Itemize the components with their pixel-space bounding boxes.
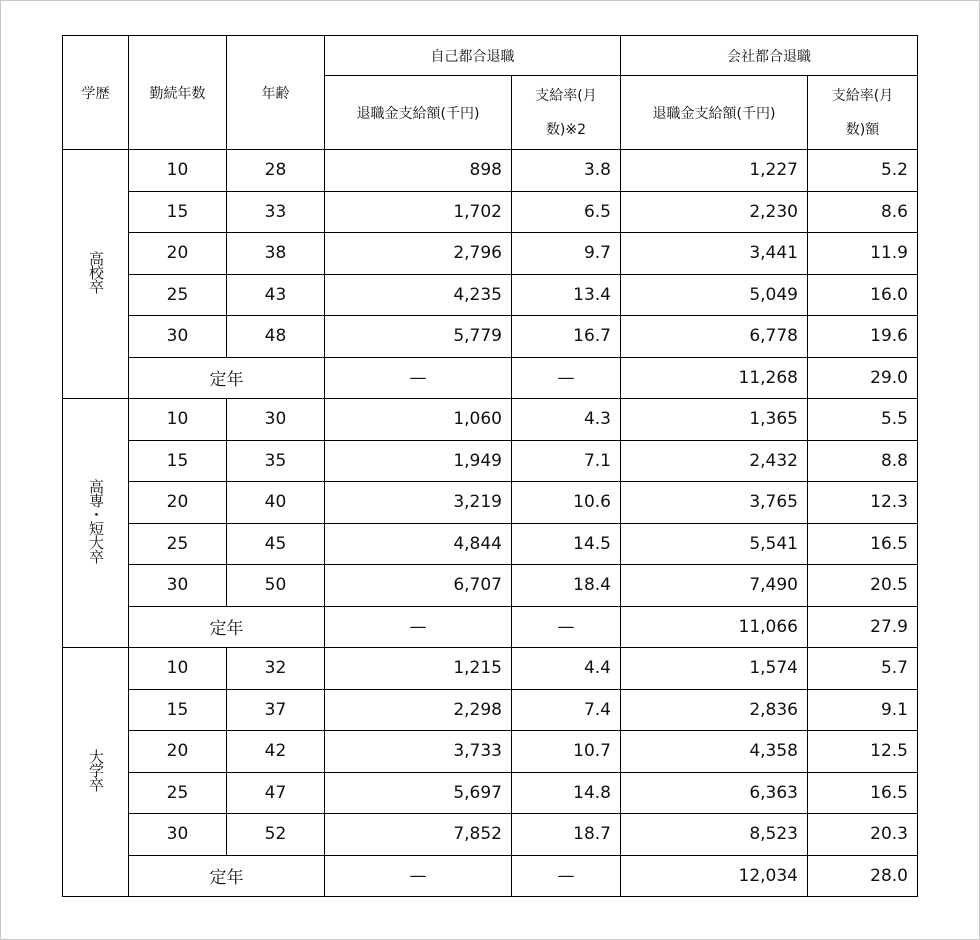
table-row [63, 689, 918, 731]
company-amount-cell: 6,778 [621, 316, 808, 358]
retirement-age-label: 定年 [129, 855, 325, 897]
table-row [63, 731, 918, 773]
voluntary-amount-cell: 1,060 [325, 399, 512, 441]
company-amount-cell: 11,268 [621, 357, 808, 399]
age-cell: 50 [227, 565, 325, 607]
age-cell: 33 [227, 191, 325, 233]
table-row [63, 814, 918, 856]
retirement-age-label: 定年 [129, 357, 325, 399]
company-amount-cell: 2,230 [621, 191, 808, 233]
table-row [63, 648, 918, 690]
table-row [63, 482, 918, 524]
company-rate-cell: 29.0 [808, 357, 918, 399]
header-years-of-service: 勤続年数 [129, 36, 227, 150]
voluntary-rate-cell: 10.7 [512, 731, 621, 773]
age-cell: 45 [227, 523, 325, 565]
header-company-retirement: 会社都合退職 [621, 36, 918, 76]
company-amount-cell: 1,227 [621, 150, 808, 192]
years-cell: 10 [129, 399, 227, 441]
retirement-age-row [63, 855, 918, 897]
age-cell: 32 [227, 648, 325, 690]
years-cell: 20 [129, 731, 227, 773]
voluntary-amount-cell: 3,219 [325, 482, 512, 524]
company-amount-cell: 1,365 [621, 399, 808, 441]
age-cell: 28 [227, 150, 325, 192]
company-amount-cell: 3,441 [621, 233, 808, 275]
voluntary-amount-cell: 5,697 [325, 772, 512, 814]
voluntary-rate-cell: 4.3 [512, 399, 621, 441]
years-cell: 10 [129, 150, 227, 192]
table-row [63, 772, 918, 814]
header-company-rate [808, 76, 918, 150]
company-rate-cell: 16.5 [808, 772, 918, 814]
company-amount-cell: 8,523 [621, 814, 808, 856]
age-cell: 35 [227, 440, 325, 482]
company-amount-cell: 5,541 [621, 523, 808, 565]
voluntary-amount-cell: 1,949 [325, 440, 512, 482]
voluntary-amount-cell: — [325, 357, 512, 399]
age-cell: 38 [227, 233, 325, 275]
voluntary-rate-cell: 18.7 [512, 814, 621, 856]
voluntary-amount-cell: 6,707 [325, 565, 512, 607]
education-group-label [63, 648, 129, 897]
years-cell: 30 [129, 316, 227, 358]
company-rate-cell: 16.5 [808, 523, 918, 565]
voluntary-rate-cell: 6.5 [512, 191, 621, 233]
company-amount-cell: 5,049 [621, 274, 808, 316]
years-cell: 20 [129, 482, 227, 524]
company-rate-cell: 12.3 [808, 482, 918, 524]
company-amount-cell: 7,490 [621, 565, 808, 607]
table-row [63, 274, 918, 316]
retirement-age-row [63, 357, 918, 399]
voluntary-amount-cell: 5,779 [325, 316, 512, 358]
voluntary-rate-cell: — [512, 606, 621, 648]
voluntary-rate-cell: 3.8 [512, 150, 621, 192]
voluntary-rate-cell: 13.4 [512, 274, 621, 316]
voluntary-rate-cell: — [512, 855, 621, 897]
company-rate-cell: 11.9 [808, 233, 918, 275]
education-group-label [63, 399, 129, 648]
header-age: 年齢 [227, 36, 325, 150]
header-voluntary-retirement: 自己都合退職 [325, 36, 621, 76]
voluntary-rate-cell: 16.7 [512, 316, 621, 358]
table-row [63, 316, 918, 358]
company-rate-cell: 5.7 [808, 648, 918, 690]
company-rate-cell: 20.3 [808, 814, 918, 856]
company-amount-cell: 2,836 [621, 689, 808, 731]
education-group-text: 高専・短大卒 [87, 479, 105, 563]
years-cell: 25 [129, 523, 227, 565]
education-group-text: 大学卒 [87, 749, 105, 791]
voluntary-rate-cell: 7.4 [512, 689, 621, 731]
age-cell: 42 [227, 731, 325, 773]
table-row [63, 399, 918, 441]
voluntary-amount-cell: — [325, 855, 512, 897]
retirement-age-row [63, 606, 918, 648]
voluntary-rate-cell: 14.5 [512, 523, 621, 565]
company-rate-cell: 19.6 [808, 316, 918, 358]
voluntary-rate-cell: 14.8 [512, 772, 621, 814]
age-cell: 30 [227, 399, 325, 441]
company-rate-cell: 16.0 [808, 274, 918, 316]
company-amount-cell: 3,765 [621, 482, 808, 524]
voluntary-amount-cell: 1,215 [325, 648, 512, 690]
education-group-text: 高校卒 [87, 251, 105, 293]
company-amount-cell: 4,358 [621, 731, 808, 773]
company-rate-cell: 5.2 [808, 150, 918, 192]
table-row [63, 523, 918, 565]
years-cell: 10 [129, 648, 227, 690]
header-voluntary-rate-line1: 支給率(月 [535, 87, 597, 104]
company-rate-cell: 20.5 [808, 565, 918, 607]
voluntary-rate-cell: 9.7 [512, 233, 621, 275]
voluntary-amount-cell: 3,733 [325, 731, 512, 773]
voluntary-rate-cell: 7.1 [512, 440, 621, 482]
years-cell: 15 [129, 191, 227, 233]
age-cell: 37 [227, 689, 325, 731]
retirement-age-label: 定年 [129, 606, 325, 648]
years-cell: 30 [129, 814, 227, 856]
years-cell: 20 [129, 233, 227, 275]
table-row [63, 565, 918, 607]
company-rate-cell: 9.1 [808, 689, 918, 731]
voluntary-rate-cell: 10.6 [512, 482, 621, 524]
company-rate-cell: 12.5 [808, 731, 918, 773]
table-row [63, 440, 918, 482]
table-row [63, 150, 918, 192]
company-amount-cell: 2,432 [621, 440, 808, 482]
years-cell: 15 [129, 689, 227, 731]
education-group-label [63, 150, 129, 399]
age-cell: 47 [227, 772, 325, 814]
company-amount-cell: 12,034 [621, 855, 808, 897]
company-rate-cell: 27.9 [808, 606, 918, 648]
voluntary-amount-cell: 2,298 [325, 689, 512, 731]
voluntary-amount-cell: 1,702 [325, 191, 512, 233]
company-amount-cell: 6,363 [621, 772, 808, 814]
header-company-rate-line1: 支給率(月 [831, 87, 894, 104]
voluntary-amount-cell: — [325, 606, 512, 648]
header-education: 学歴 [63, 36, 129, 150]
company-rate-cell: 28.0 [808, 855, 918, 897]
company-rate-cell: 8.6 [808, 191, 918, 233]
voluntary-amount-cell: 898 [325, 150, 512, 192]
years-cell: 30 [129, 565, 227, 607]
company-rate-cell: 5.5 [808, 399, 918, 441]
voluntary-amount-cell: 4,844 [325, 523, 512, 565]
voluntary-amount-cell: 2,796 [325, 233, 512, 275]
company-amount-cell: 1,574 [621, 648, 808, 690]
header-voluntary-amount: 退職金支給額(千円) [325, 76, 512, 150]
voluntary-amount-cell: 4,235 [325, 274, 512, 316]
voluntary-rate-cell: — [512, 357, 621, 399]
header-company-rate-line2: 数)額 [845, 121, 880, 138]
years-cell: 25 [129, 274, 227, 316]
company-amount-cell: 11,066 [621, 606, 808, 648]
table-row [63, 191, 918, 233]
years-cell: 25 [129, 772, 227, 814]
header-voluntary-rate-line2: 数)※2 [545, 121, 587, 138]
age-cell: 52 [227, 814, 325, 856]
retirement-allowance-table [62, 35, 918, 897]
voluntary-amount-cell: 7,852 [325, 814, 512, 856]
age-cell: 40 [227, 482, 325, 524]
voluntary-rate-cell: 4.4 [512, 648, 621, 690]
years-cell: 15 [129, 440, 227, 482]
company-rate-cell: 8.8 [808, 440, 918, 482]
header-company-amount: 退職金支給額(千円) [621, 76, 808, 150]
age-cell: 43 [227, 274, 325, 316]
header-voluntary-rate [512, 76, 621, 150]
table-row [63, 233, 918, 275]
age-cell: 48 [227, 316, 325, 358]
voluntary-rate-cell: 18.4 [512, 565, 621, 607]
